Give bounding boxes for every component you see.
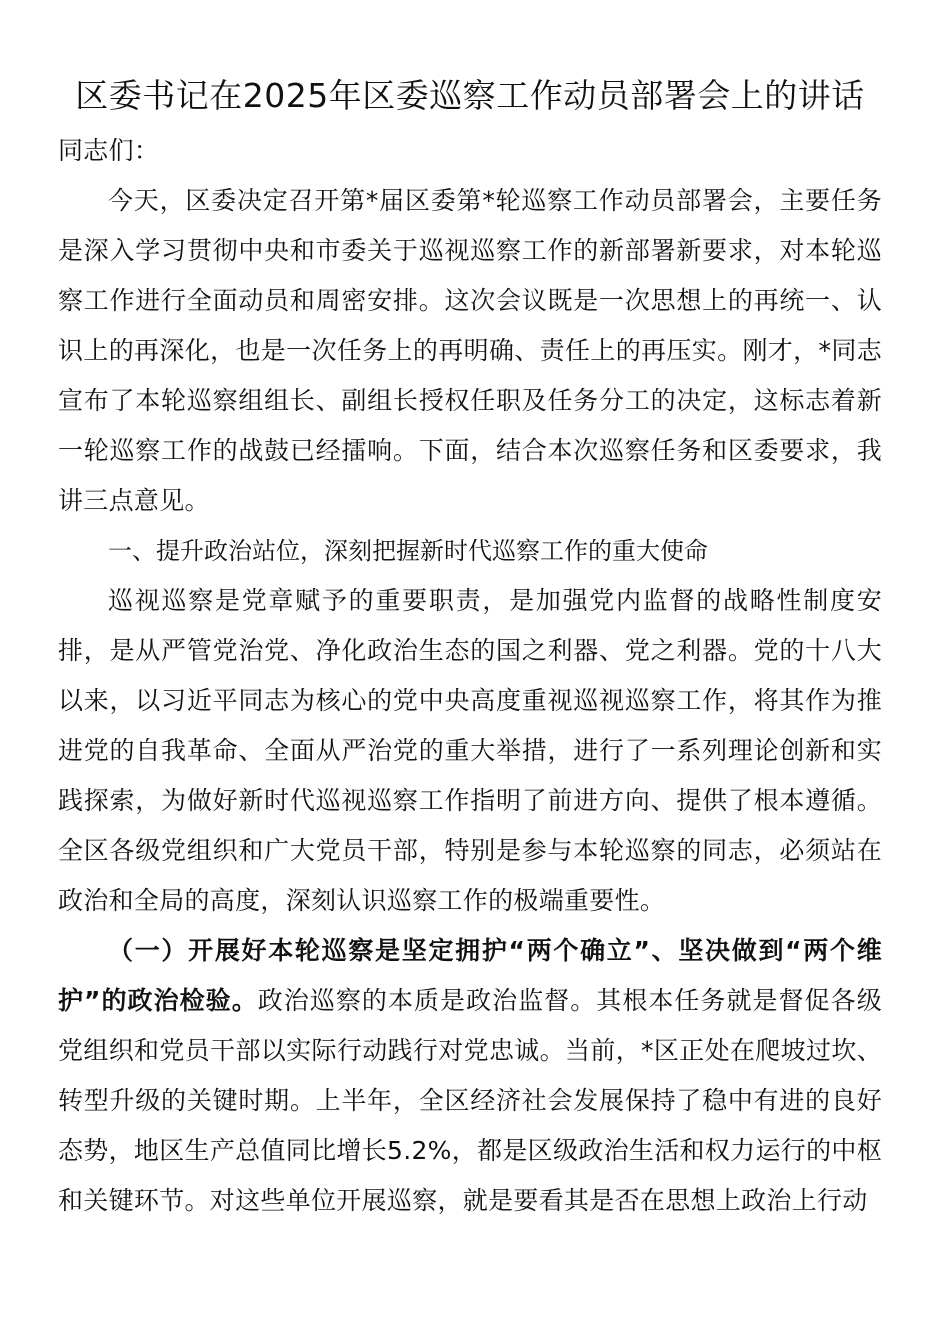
section-heading-1: 一、提升政治站位，深刻把握新时代巡察工作的重大使命: [108, 537, 708, 565]
subsection-1-body: 政治巡察的本质是政治监督。其根本任务就是督促各级党组织和党员干部以实际行动践行对党忠诚。当前，*区正处在爬坡过坎、转型升级的关键时期。上半年，全区经济社会发展保持了稳中有进的良好态势，地区生产总值同比增长5.2%，都是区级政治生活和权力运行的中枢和关键环节。对这些单位开展巡察，就是要看其是否在思想上政治上行动: [58, 986, 882, 1215]
subsection-1-paragraph: [58, 926, 882, 1226]
salutation: 同志们：: [58, 136, 160, 165]
subsection-1-heading: （一）开展好本轮巡察是坚定拥护“两个确立”、坚决做到“两个维护”的政治检验。: [58, 936, 882, 1015]
document-title: 区委书记在2025年区委巡察工作动员部署会上的讲话: [75, 76, 865, 115]
intro-paragraph: 今天，区委决定召开第*届区委第*轮巡察工作动员部署会，主要任务是深入学习贯彻中央和市委关于巡视巡察工作的新部署新要求，对本轮巡察工作进行全面动员和周密安排。这次会议既是一次思想上的再统一、认识上的再深化，也是一次任务上的再明确、责任上的再压实。刚才，*同志宣布了本轮巡察组组长、副组长授权任职及任务分工的决定，这标志着新一轮巡察工作的战鼓已经擂响。下面，结合本次巡察任务和区委要求，我讲三点意见。: [58, 186, 882, 515]
section-1-paragraph: 巡视巡察是党章赋予的重要职责，是加强党内监督的战略性制度安排，是从严管党治党、净化政治生态的国之利器、党之利器。党的十八大以来，以习近平同志为核心的党中央高度重视巡视巡察工作，将其作为推进党的自我革命、全面从严治党的重大举措，进行了一系列理论创新和实践探索，为做好新时代巡视巡察工作指明了前进方向、提供了根本遵循。全区各级党组织和广大党员干部，特别是参与本轮巡察的同志，必须站在政治和全局的高度，深刻认识巡察工作的极端重要性。: [58, 586, 882, 915]
